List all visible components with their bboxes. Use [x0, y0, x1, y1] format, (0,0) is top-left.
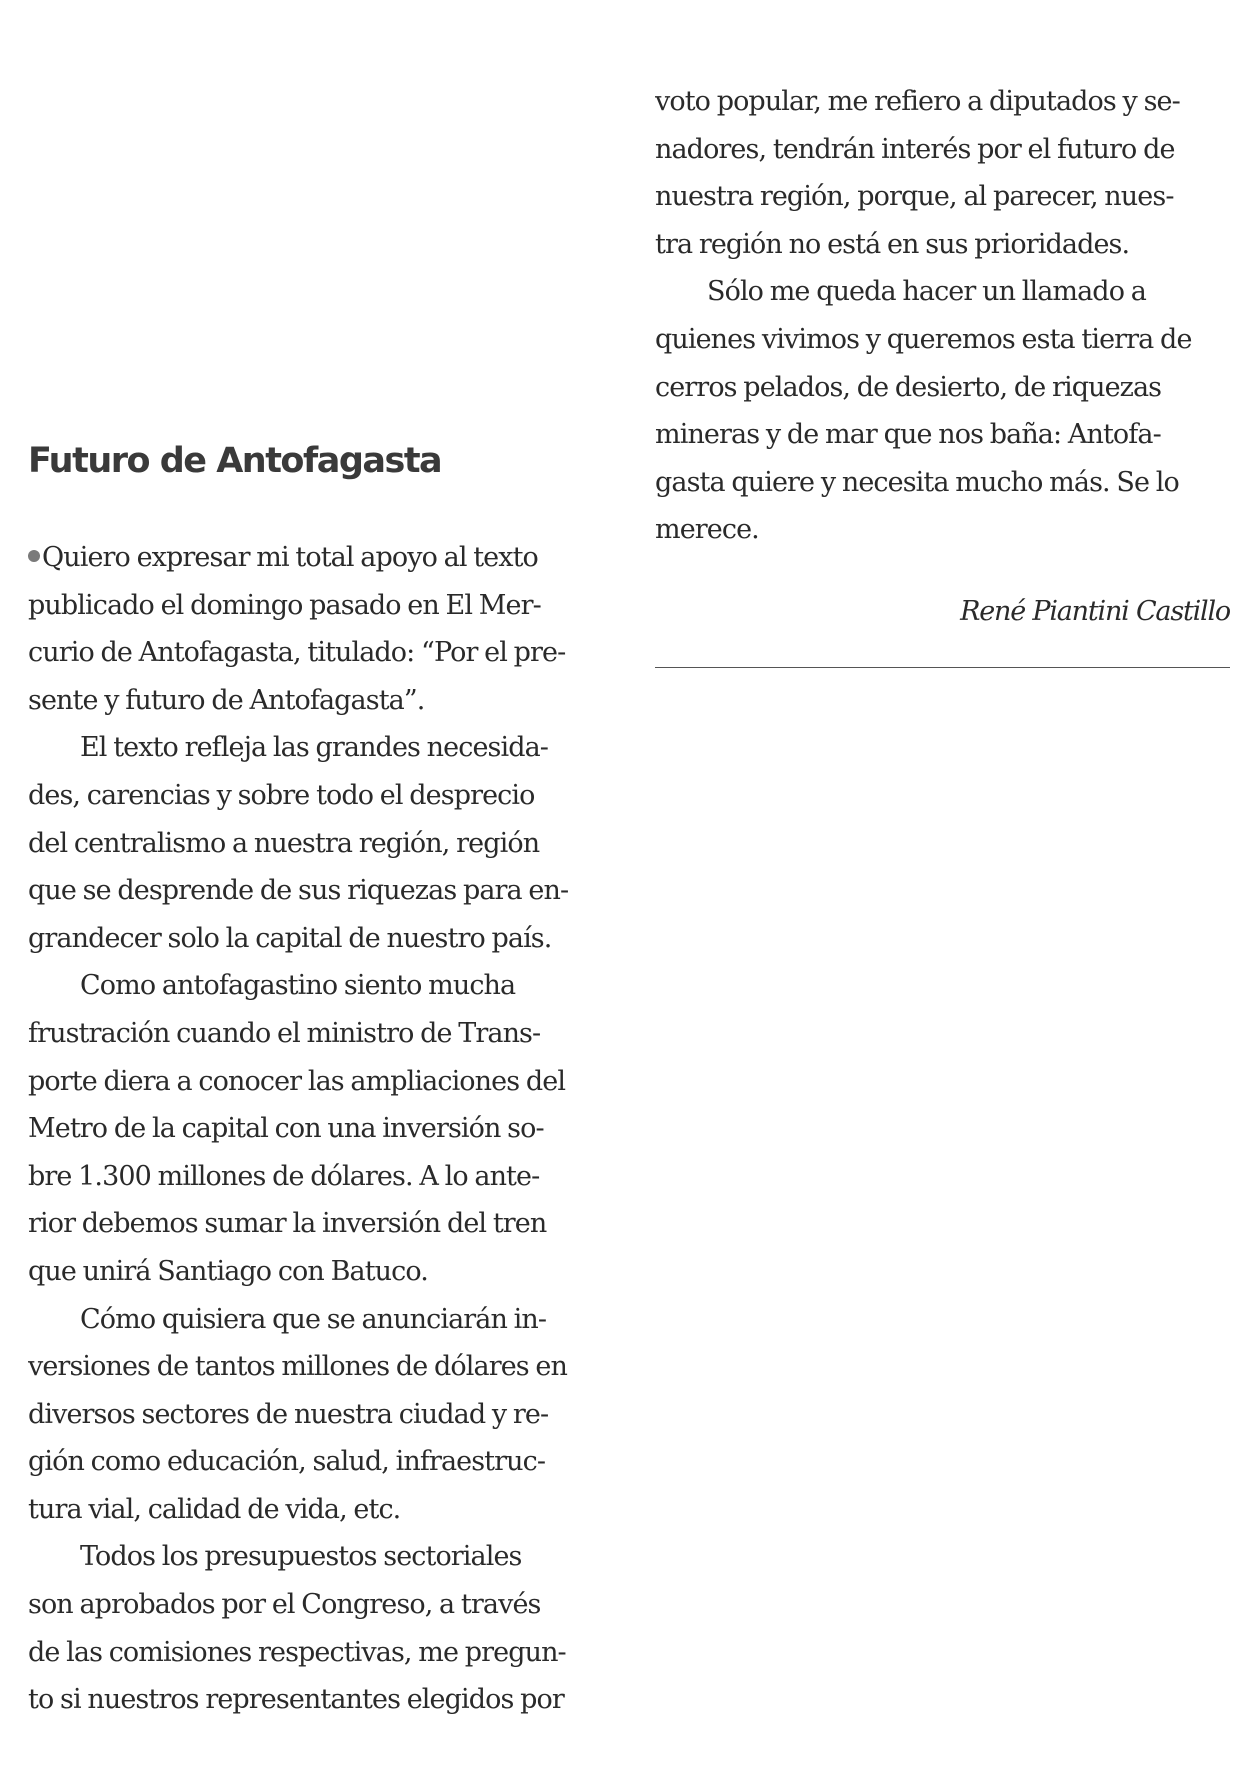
- text-line: Sólo me queda hacer un llamado a: [707, 276, 1146, 308]
- headline: Futuro de Antofagasta: [28, 441, 442, 481]
- text-line: gasta quiere y necesita mucho más. Se lo: [655, 466, 1179, 498]
- text-line: del centralismo a nuestra región, región: [28, 827, 540, 859]
- text-line: merece.: [655, 514, 759, 546]
- right-column: [655, 78, 1230, 668]
- text-line: diversos sectores de nuestra ciudad y re-: [28, 1398, 549, 1430]
- text-line: nadores, tendrán interés por el futuro de: [655, 133, 1175, 165]
- text-line: versiones de tantos millones de dólares en: [28, 1351, 567, 1383]
- text-line: nuestra región, porque, al parecer, nues-: [655, 181, 1174, 213]
- text-line: Metro de la capital con una inversión so-: [28, 1113, 544, 1145]
- right-column-body: [655, 78, 1230, 554]
- text-line: Todos los presupuestos sectoriales: [80, 1541, 522, 1573]
- text-line: quienes vivimos y queremos esta tierra de: [655, 323, 1192, 355]
- text-line: rior debemos sumar la inversión del tren: [28, 1208, 547, 1240]
- text-line: que unirá Santiago con Batuco.: [28, 1255, 428, 1287]
- text-line: de las comisiones respectivas, me pregun-: [28, 1636, 566, 1668]
- text-line: tura vial, calidad de vida, etc.: [28, 1493, 401, 1525]
- text-line: que se desprende de sus riquezas para en-: [28, 875, 569, 907]
- bullet-icon: [28, 550, 40, 562]
- text-line: porte diera a conocer las ampliaciones del: [28, 1065, 566, 1097]
- left-column-body: [28, 534, 603, 1724]
- text-line: to si nuestros representantes elegidos por: [28, 1684, 564, 1716]
- text-line: Como antofagastino siento mucha: [80, 970, 516, 1002]
- text-line: voto popular, me refiero a diputados y se-: [655, 86, 1180, 117]
- text-line: des, carencias y sobre todo el desprecio: [28, 779, 535, 811]
- text-line: gión como educación, salud, infraestruc-: [28, 1446, 546, 1478]
- text-line: publicado el domingo pasado en El Mer-: [28, 589, 541, 621]
- text-line: grandecer solo la capital de nuestro país.: [28, 922, 552, 954]
- text-line: sente y futuro de Antofagasta”.: [28, 684, 425, 716]
- text-line: tra región no está en sus prioridades.: [655, 228, 1130, 260]
- author-signature: René Piantini Castillo: [960, 595, 1230, 627]
- text-line: mineras y de mar que nos baña: Antofa-: [655, 419, 1161, 451]
- text-line: curio de Antofagasta, titulado: “Por el pre-: [28, 637, 566, 669]
- text-line: cerros pelados, de desierto, de riquezas: [655, 371, 1162, 403]
- text-line: bre 1.300 millones de dólares. A lo ante-: [28, 1160, 540, 1192]
- text-line: El texto refleja las grandes necesida-: [80, 732, 549, 764]
- text-line: Quiero expresar mi total apoyo al texto: [28, 534, 603, 582]
- divider-rule: [655, 667, 1230, 668]
- text-line: son aprobados por el Congreso, a través: [28, 1589, 541, 1621]
- text-line: frustración cuando el ministro de Trans-: [28, 1017, 541, 1049]
- left-column: [28, 440, 603, 1724]
- text-line: Cómo quisiera que se anunciarán in-: [80, 1303, 547, 1335]
